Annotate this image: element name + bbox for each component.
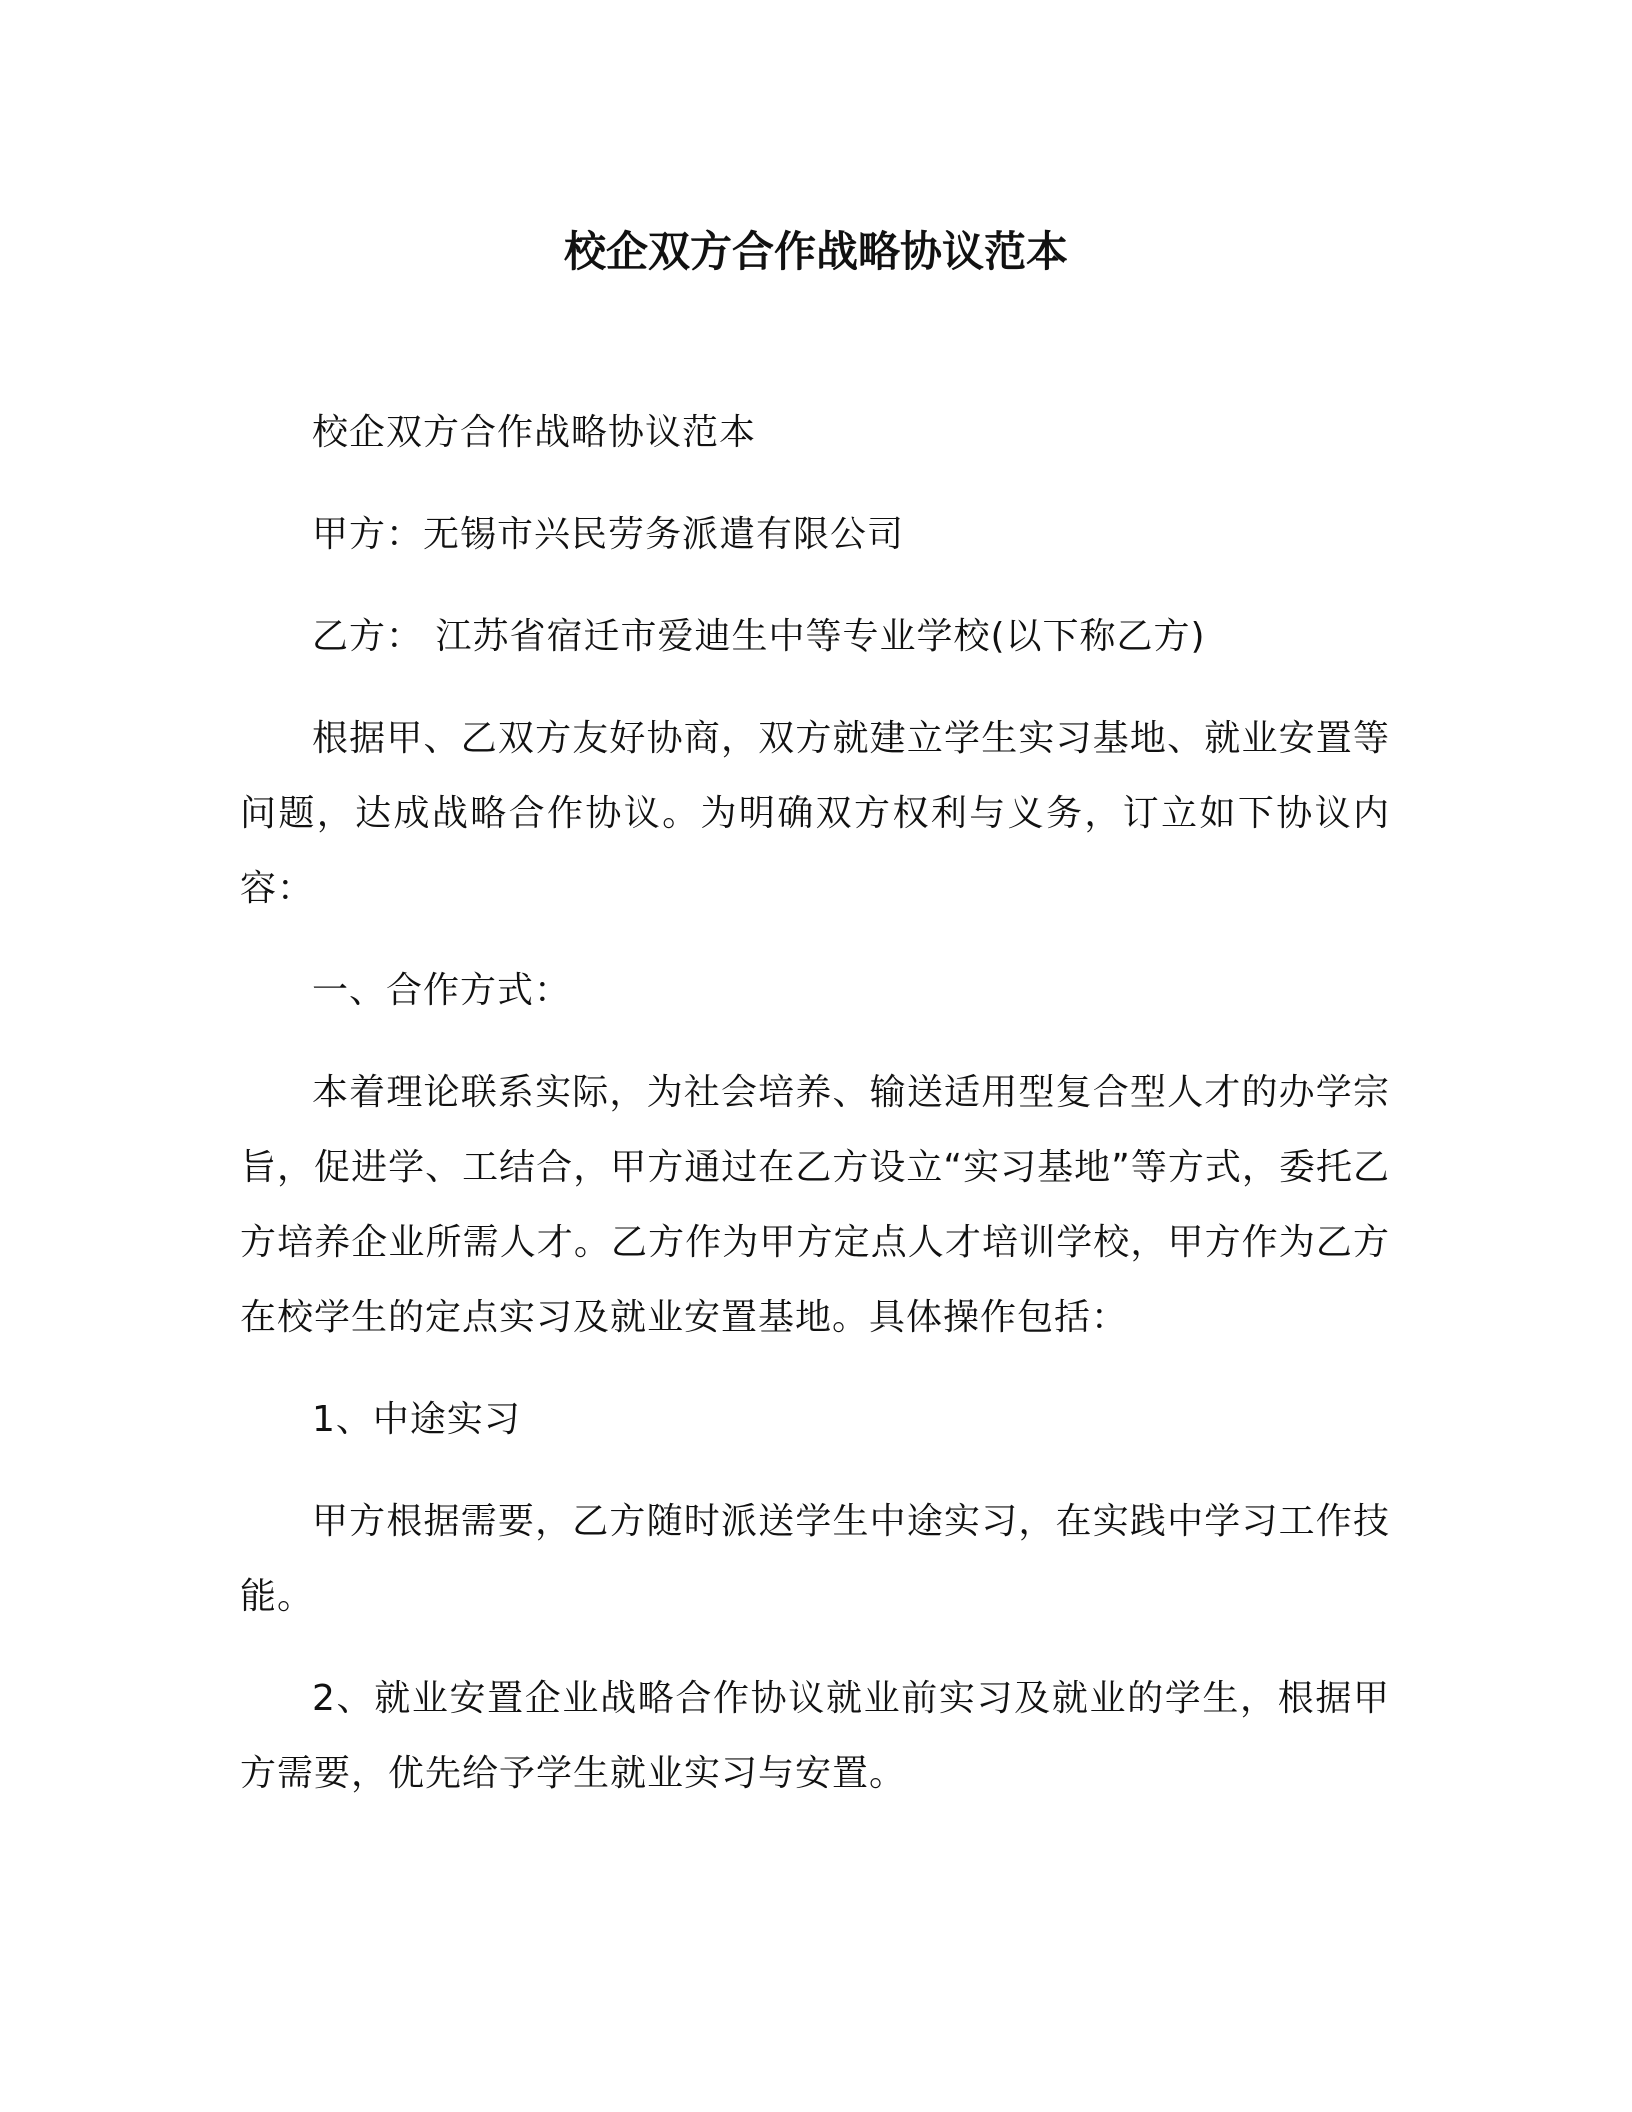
paragraph-subtitle: 校企双方合作战略协议范本	[312, 412, 757, 453]
paragraph-employment-placement: 2、就业安置企业战略合作协议就业前实习及就业的学生，根据甲方需要，优先给予学生就业实习与安置。	[240, 1678, 1390, 1794]
paragraph-party-a: 甲方：无锡市兴民劳务派遣有限公司	[312, 514, 905, 555]
paragraph-party-b: 乙方： 江苏省宿迁市爱迪生中等专业学校(以下称乙方)	[312, 616, 1206, 657]
paragraph-cooperation-detail: 本着理论联系实际，为社会培养、输送适用型复合型人才的办学宗旨，促进学、工结合，甲方通过在乙方设立“实习基地”等方式，委托乙方培养企业所需人才。乙方作为甲方定点人才培训学校，甲方作为乙方在校学生的定点实习及就业安置基地。具体操作包括：	[240, 1072, 1390, 1338]
document-body	[240, 395, 1390, 1838]
paragraph-internship-detail: 甲方根据需要，乙方随时派送学生中途实习，在实践中学习工作技能。	[240, 1501, 1390, 1617]
item-heading-internship: 1、中途实习	[312, 1399, 521, 1440]
section-heading-cooperation: 一、合作方式：	[312, 970, 572, 1011]
document-title: 校企双方合作战略协议范本	[563, 227, 1068, 276]
paragraph-preamble: 根据甲、乙双方友好协商，双方就建立学生实习基地、就业安置等问题，达成战略合作协议。为明确双方权利与义务，订立如下协议内容：	[240, 718, 1390, 909]
